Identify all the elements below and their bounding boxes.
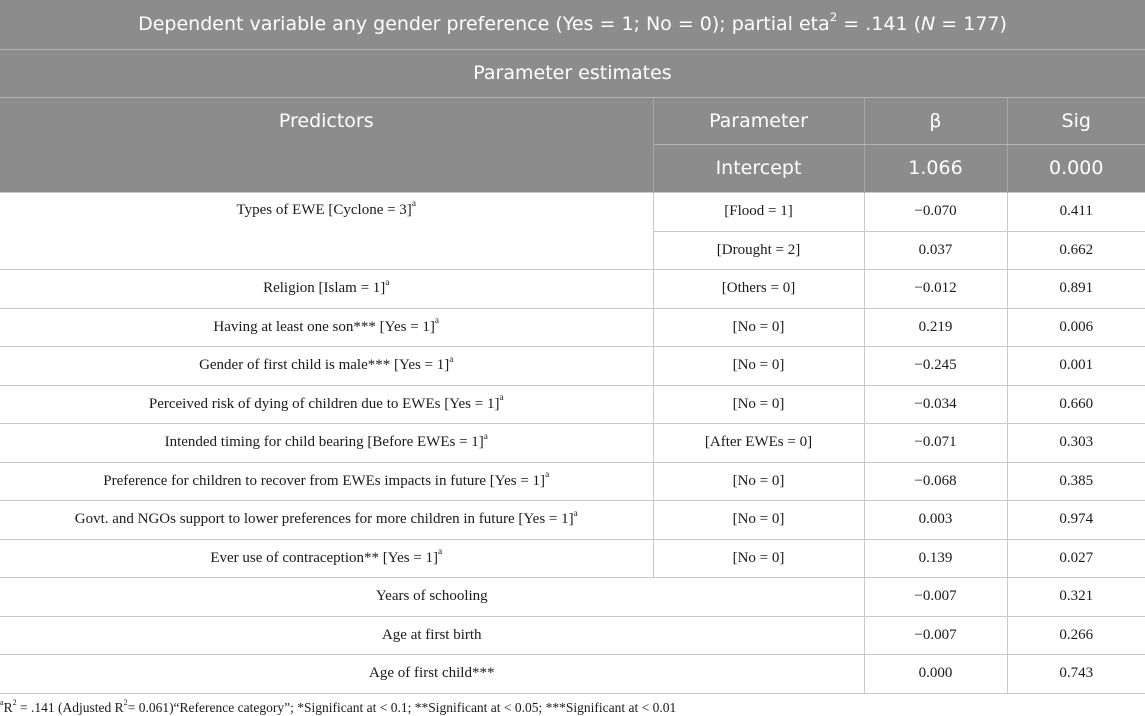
predictor-cell: Age at first birth xyxy=(0,616,864,654)
predictor-cell: Gender of first child is male*** [Yes = 1]$^a$ xyxy=(0,346,653,385)
section-header: Parameter estimates xyxy=(0,49,1145,97)
sig-cell: 0.660 xyxy=(1007,385,1145,423)
table-row xyxy=(0,269,1145,308)
section-header-row xyxy=(0,49,1145,97)
table-row xyxy=(0,346,1145,385)
table-row xyxy=(0,616,1145,654)
beta-cell: −0.070 xyxy=(864,192,1007,231)
predictor-cell: Perceived risk of dying of children due to EWEs [Yes = 1]$^a$ xyxy=(0,385,653,423)
beta-cell: −0.071 xyxy=(864,423,1007,462)
col-header-sig: Sig xyxy=(1007,97,1145,144)
column-header-row xyxy=(0,97,1145,144)
predictor-cell: Intended timing for child bearing [Before EWEs = 1]$^a$ xyxy=(0,423,653,462)
table-row xyxy=(0,577,1145,616)
table-row xyxy=(0,308,1145,346)
parameter-cell: [No = 0] xyxy=(653,462,864,500)
predictor-cell: Years of schooling xyxy=(0,577,864,616)
col-header-predictors: Predictors xyxy=(0,97,653,192)
parameter-cell: [Flood = 1] xyxy=(653,192,864,231)
sig-cell: 0.001 xyxy=(1007,346,1145,385)
parameter-cell: [Others = 0] xyxy=(653,269,864,308)
beta-cell: −0.068 xyxy=(864,462,1007,500)
predictor-cell: Govt. and NGOs support to lower preferences for more children in future [Yes = 1]$^a$ xyxy=(0,500,653,539)
col-header-parameter: Parameter xyxy=(653,97,864,144)
parameter-cell: [No = 0] xyxy=(653,346,864,385)
parameter-cell: [No = 0] xyxy=(653,308,864,346)
intercept-label: Intercept xyxy=(653,144,864,192)
sig-cell: 0.974 xyxy=(1007,500,1145,539)
beta-cell: −0.007 xyxy=(864,577,1007,616)
parameter-cell: [Drought = 2] xyxy=(653,231,864,269)
parameter-cell: [After EWEs = 0] xyxy=(653,423,864,462)
table-row xyxy=(0,539,1145,577)
predictor-cell: Types of EWE [Cyclone = 3]$^a$ xyxy=(0,192,653,269)
col-header-beta: β xyxy=(864,97,1007,144)
parameter-cell: [No = 0] xyxy=(653,539,864,577)
sig-cell: 0.743 xyxy=(1007,654,1145,693)
intercept-beta: 1.066 xyxy=(864,144,1007,192)
sig-cell: 0.266 xyxy=(1007,616,1145,654)
parameter-cell: [No = 0] xyxy=(653,500,864,539)
predictor-cell: Having at least one son*** [Yes = 1]$^a$ xyxy=(0,308,653,346)
sig-cell: 0.027 xyxy=(1007,539,1145,577)
table-title-row xyxy=(0,0,1145,49)
table-row xyxy=(0,423,1145,462)
predictor-cell: Preference for children to recover from EWEs impacts in future [Yes = 1]$^a$ xyxy=(0,462,653,500)
beta-cell: −0.007 xyxy=(864,616,1007,654)
intercept-sig: 0.000 xyxy=(1007,144,1145,192)
table-row xyxy=(0,192,1145,231)
beta-cell: 0.003 xyxy=(864,500,1007,539)
sig-cell: 0.385 xyxy=(1007,462,1145,500)
beta-cell: −0.245 xyxy=(864,346,1007,385)
sig-cell: 0.662 xyxy=(1007,231,1145,269)
sig-cell: 0.321 xyxy=(1007,577,1145,616)
beta-cell: 0.000 xyxy=(864,654,1007,693)
beta-cell: 0.139 xyxy=(864,539,1007,577)
sig-cell: 0.411 xyxy=(1007,192,1145,231)
beta-cell: −0.034 xyxy=(864,385,1007,423)
table-footnote: $^aR^2 = .141$ (Adjusted $R^2=$ 0.061)“Reference category”; *Significant at < 0.1; **Significant at < 0.05; ***Significant at < 0.01 xyxy=(0,698,677,715)
predictor-cell: Ever use of contraception** [Yes = 1]$^a$ xyxy=(0,539,653,577)
beta-cell: −0.012 xyxy=(864,269,1007,308)
table-row xyxy=(0,385,1145,423)
predictor-cell: Age of first child*** xyxy=(0,654,864,693)
beta-cell: 0.219 xyxy=(864,308,1007,346)
sig-cell: 0.303 xyxy=(1007,423,1145,462)
sig-cell: 0.891 xyxy=(1007,269,1145,308)
table-row xyxy=(0,462,1145,500)
table-row xyxy=(0,654,1145,693)
parameter-cell: [No = 0] xyxy=(653,385,864,423)
predictor-cell: Religion [Islam = 1]$^a$ xyxy=(0,269,653,308)
table-title: Dependent variable any gender preference (Yes = 1; No = 0); partial eta$^2$ = .141 (N = 177) xyxy=(0,0,1145,49)
sig-cell: 0.006 xyxy=(1007,308,1145,346)
beta-cell: 0.037 xyxy=(864,231,1007,269)
table-row xyxy=(0,500,1145,539)
